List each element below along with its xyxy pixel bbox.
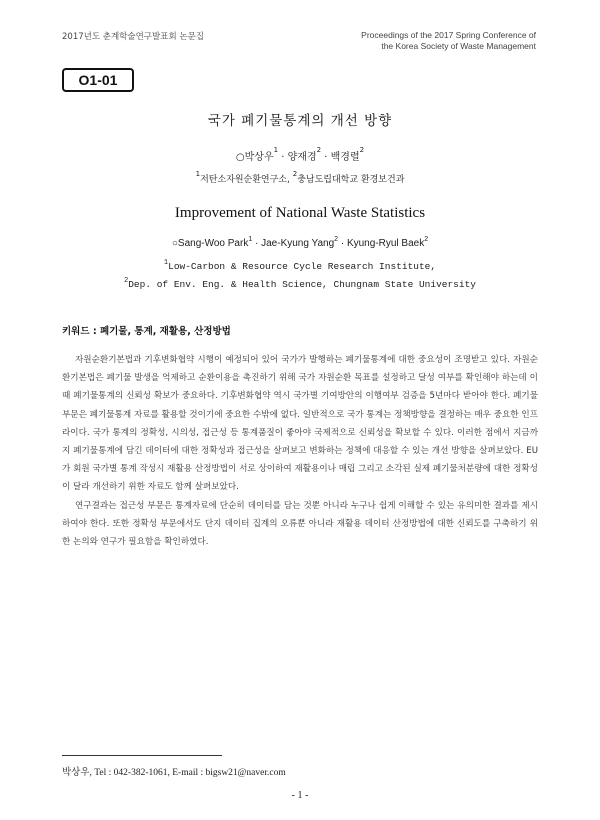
running-header-right [276, 30, 536, 52]
corresponding-author-footnote: 박상우, Tel : 042-382-1061, E-mail : bigsw21@naver.com [62, 768, 286, 778]
author-en-3: Kyung-Ryul Baek$^2$ [346, 236, 429, 249]
abstract-body [62, 351, 538, 551]
paper-code-badge: O1-01 [62, 68, 134, 92]
author-ko-3: 백경렬$^2$ [330, 146, 365, 163]
abstract-paragraph-1: 자원순환기본법과 기후변화협약 시행이 예정되어 있어 국가가 발행하는 폐기물통계에 대한 중요성이 조명받고 있다. 자원순환기본법은 폐기물 발생을 억제하고 순환이용을 촉진하기 위해 국가 자원순환 목표를 설정하고 달성 여부를 확인해야 하는데 이때 폐기물통계의 신뢰성 확보가 중요하다. 기후변화협약 역시 국가별 기여방안의 이행여부 검증을 5년마다 받아야 한다. 폐기물부문은 폐기물통계 자료를 활용할 것이기에 중요한 수밖에 없다. 일반적으로 국가 통계는 정책방향을 결정하는 매우 중요한 인프라이다. 국가 통계의 정확성, 시의성, 접근성 등 통계품질이 좋아야 국제적으로 신뢰성을 확보할 수 있다. 이러한 점에서 지금까지 폐기물통계에 담긴 데이터에 대한 정확성과 접근성을 살펴보고 변화하는 정책에 대응할 수 있는 개선 방향을 살펴보았다. EU가 회원 국가별 통계 작성시 재활용 산정방법이 서로 상이하여 재활용이나 매립 그리고 소각된 실제 폐기물처분량에 대한 정확성이 달라 개선하기 위한 자료도 함께 살펴보았다. [62, 355, 538, 493]
authors-english [0, 238, 600, 249]
paper-title-english: Improvement of National Waste Statistics [174, 205, 426, 221]
author-ko-2: 양재경$^2$ · [287, 146, 331, 163]
paper-title-korean: 국가 폐기물통계의 개선 방향 [207, 113, 393, 129]
abstract-paragraph-2: 연구결과는 접근성 부문은 통계자료에 단순히 데이터를 담는 것뿐 아니라 누구나 쉽게 이해할 수 있는 유의미한 결과를 제시하여야 한다. 또한 정확성 부문에서도 단지 데이터 집계의 오류뿐 아니라 재활용 데이터 산정방법에 대한 신뢰도를 구축하기 위한 논의와 연구가 필요함을 확인하였다. [62, 500, 538, 548]
running-header-left: 2017년도 춘계학술연구발표회 논문집 [62, 32, 204, 42]
author-ko-1: ○박상우$^1$ · [235, 146, 288, 163]
running-header-right-line2: the Korea Society of Waste Management [381, 41, 536, 51]
author-en-2: Jae-Kyung Yang$^2$ · [261, 236, 347, 249]
keywords: 키워드 : 폐기물, 통계, 재활용, 산정방법 [62, 326, 231, 337]
footnote-divider [62, 755, 222, 756]
affiliation-english-2: $^2$Dep. of Env. Eng. & Health Science, Chungnam State University [124, 277, 476, 290]
running-header-right-line1: Proceedings of the 2017 Spring Conference of [361, 30, 536, 40]
affiliation-english-1: $^1$Low-Carbon & Resource Cycle Research Institute, [163, 259, 437, 272]
author-en-1: ○Sang-Woo Park$^1$ · [171, 236, 262, 249]
page-number: - 1 - [291, 790, 309, 801]
affiliations-korean: $^1$저탄소자원순환연구소, $^2$충남도립대학교 환경보건과 [195, 170, 405, 185]
authors-korean [0, 148, 600, 163]
